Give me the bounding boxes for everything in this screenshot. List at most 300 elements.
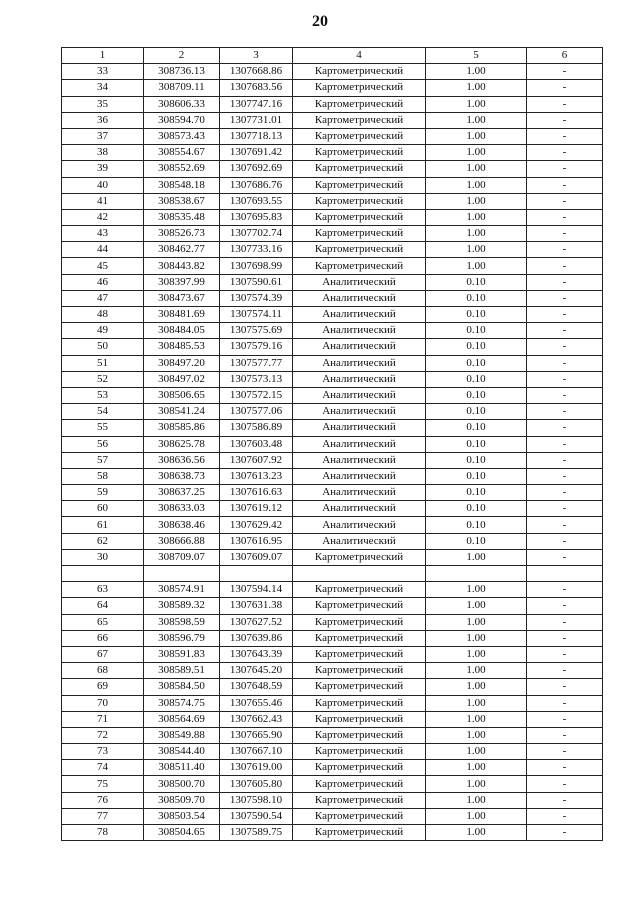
column-header: 4: [293, 48, 426, 64]
table-cell: Картометрический: [293, 242, 426, 258]
table-cell: 0.10: [426, 371, 527, 387]
table-cell: Аналитический: [293, 533, 426, 549]
table-cell: 0.10: [426, 485, 527, 501]
table-cell: 1.00: [426, 727, 527, 743]
table-cell: -: [527, 598, 603, 614]
table-cell: 1307590.54: [220, 808, 293, 824]
table-cell: 0.10: [426, 404, 527, 420]
table-cell: 1.00: [426, 177, 527, 193]
table-cell: 1.00: [426, 646, 527, 662]
table-cell: 1307609.07: [220, 549, 293, 565]
table-cell: 44: [62, 242, 144, 258]
table-cell: 34: [62, 80, 144, 96]
table-cell: -: [527, 274, 603, 290]
table-cell: 68: [62, 663, 144, 679]
table-cell: 1307698.99: [220, 258, 293, 274]
table-cell: 1307662.43: [220, 711, 293, 727]
table-cell: 308574.75: [144, 695, 220, 711]
table-row: [62, 549, 603, 565]
table-row: [62, 193, 603, 209]
table-cell: 1307574.11: [220, 307, 293, 323]
table-row: [62, 452, 603, 468]
table-cell: 0.10: [426, 290, 527, 306]
table-cell: 42: [62, 209, 144, 225]
table-row: [62, 128, 603, 144]
table-cell: 0.10: [426, 323, 527, 339]
table-cell: 308564.69: [144, 711, 220, 727]
table-cell: -: [527, 485, 603, 501]
table-cell: 1307639.86: [220, 630, 293, 646]
table-cell: -: [527, 290, 603, 306]
table-cell: 1.00: [426, 760, 527, 776]
table-cell: 1307574.39: [220, 290, 293, 306]
table-cell: -: [527, 646, 603, 662]
table-cell: 59: [62, 485, 144, 501]
table-cell: 47: [62, 290, 144, 306]
table-cell: 1.00: [426, 161, 527, 177]
table-cell: 1.00: [426, 64, 527, 80]
table-cell: 39: [62, 161, 144, 177]
table-cell: 54: [62, 404, 144, 420]
table-cell: -: [527, 468, 603, 484]
table-cell: 1307643.39: [220, 646, 293, 662]
table-cell: 308736.13: [144, 64, 220, 80]
table-cell: 52: [62, 371, 144, 387]
table-cell: Картометрический: [293, 582, 426, 598]
table-cell: 1.00: [426, 598, 527, 614]
table-cell: 1.00: [426, 549, 527, 565]
table-cell: -: [527, 695, 603, 711]
table-cell: 308548.18: [144, 177, 220, 193]
table-cell: 63: [62, 582, 144, 598]
header-row: [62, 48, 603, 64]
table-cell: [144, 566, 220, 582]
table-cell: Картометрический: [293, 776, 426, 792]
table-cell: -: [527, 226, 603, 242]
table-cell: 308500.70: [144, 776, 220, 792]
table-cell: 1.00: [426, 226, 527, 242]
table-cell: Картометрический: [293, 792, 426, 808]
table-cell: Картометрический: [293, 64, 426, 80]
table-cell: 308573.43: [144, 128, 220, 144]
table-cell: 1307691.42: [220, 145, 293, 161]
table-cell: Аналитический: [293, 517, 426, 533]
table-cell: 35: [62, 96, 144, 112]
table-row: [62, 825, 603, 841]
table-cell: 1307594.14: [220, 582, 293, 598]
table-row: [62, 404, 603, 420]
table-cell: 1307655.46: [220, 695, 293, 711]
table-cell: 1307577.77: [220, 355, 293, 371]
table-cell: 1.00: [426, 808, 527, 824]
table-cell: Картометрический: [293, 663, 426, 679]
table-cell: Аналитический: [293, 420, 426, 436]
table-cell: -: [527, 404, 603, 420]
table-cell: 308638.46: [144, 517, 220, 533]
column-header: 3: [220, 48, 293, 64]
table-cell: 1.00: [426, 744, 527, 760]
table-cell: 308506.65: [144, 387, 220, 403]
table-cell: -: [527, 387, 603, 403]
table-cell: 1307613.23: [220, 468, 293, 484]
table-cell: 66: [62, 630, 144, 646]
table-cell: -: [527, 145, 603, 161]
table-cell: -: [527, 161, 603, 177]
table-cell: 1307577.06: [220, 404, 293, 420]
table-cell: 77: [62, 808, 144, 824]
table-cell: 53: [62, 387, 144, 403]
table-row: [62, 274, 603, 290]
table-cell: -: [527, 679, 603, 695]
table-cell: 1307702.74: [220, 226, 293, 242]
table-cell: Картометрический: [293, 711, 426, 727]
table-row: [62, 663, 603, 679]
table-row: [62, 695, 603, 711]
table-cell: Аналитический: [293, 468, 426, 484]
table-cell: Картометрический: [293, 614, 426, 630]
table-cell: 0.10: [426, 452, 527, 468]
table-cell: 308633.03: [144, 501, 220, 517]
table-row: [62, 290, 603, 306]
table-row: [62, 355, 603, 371]
table-cell: -: [527, 436, 603, 452]
table-cell: 308598.59: [144, 614, 220, 630]
table-cell: 1.00: [426, 96, 527, 112]
table-cell: 308549.88: [144, 727, 220, 743]
table-header: [62, 48, 603, 64]
table-row: [62, 485, 603, 501]
table-row: [62, 177, 603, 193]
table-row: [62, 145, 603, 161]
table-cell: Картометрический: [293, 630, 426, 646]
table-cell: 308481.69: [144, 307, 220, 323]
table-cell: 1307607.92: [220, 452, 293, 468]
table-cell: 308511.40: [144, 760, 220, 776]
table-cell: 1307629.42: [220, 517, 293, 533]
table-cell: 64: [62, 598, 144, 614]
table-cell: -: [527, 533, 603, 549]
table-row: [62, 744, 603, 760]
table-cell: 0.10: [426, 533, 527, 549]
table-cell: 1307589.75: [220, 825, 293, 841]
table-cell: -: [527, 128, 603, 144]
table-cell: 308497.02: [144, 371, 220, 387]
table-cell: 1.00: [426, 663, 527, 679]
table-cell: -: [527, 582, 603, 598]
table-cell: 78: [62, 825, 144, 841]
table-cell: 72: [62, 727, 144, 743]
table-row: [62, 161, 603, 177]
column-header: 6: [527, 48, 603, 64]
table-cell: Картометрический: [293, 744, 426, 760]
table-cell: 1.00: [426, 776, 527, 792]
table-row: [62, 339, 603, 355]
table-cell: 308552.69: [144, 161, 220, 177]
table-cell: 1.00: [426, 711, 527, 727]
table-cell: 308666.88: [144, 533, 220, 549]
table-cell: 1307747.16: [220, 96, 293, 112]
table-cell: 1.00: [426, 679, 527, 695]
table-cell: 0.10: [426, 517, 527, 533]
table-cell: 1.00: [426, 193, 527, 209]
table-row: [62, 209, 603, 225]
table-cell: 1307603.48: [220, 436, 293, 452]
table-cell: 58: [62, 468, 144, 484]
table-cell: 1307598.10: [220, 792, 293, 808]
table-row: [62, 598, 603, 614]
table-cell: 308625.78: [144, 436, 220, 452]
table-cell: -: [527, 452, 603, 468]
table-cell: 1307586.89: [220, 420, 293, 436]
table-cell: 1.00: [426, 614, 527, 630]
table-cell: -: [527, 355, 603, 371]
table-cell: 308636.56: [144, 452, 220, 468]
table-cell: Картометрический: [293, 112, 426, 128]
table-cell: Аналитический: [293, 485, 426, 501]
table-cell: Картометрический: [293, 695, 426, 711]
table-cell: -: [527, 517, 603, 533]
table-row: [62, 96, 603, 112]
table-cell: -: [527, 420, 603, 436]
table-cell: 1.00: [426, 695, 527, 711]
table-cell: 1.00: [426, 825, 527, 841]
table-cell: 308637.25: [144, 485, 220, 501]
table-cell: Аналитический: [293, 307, 426, 323]
table-row: [62, 727, 603, 743]
table-cell: 51: [62, 355, 144, 371]
table-cell: [293, 566, 426, 582]
table-cell: Картометрический: [293, 209, 426, 225]
table-cell: 308638.73: [144, 468, 220, 484]
table-cell: 30: [62, 549, 144, 565]
table-row: [62, 226, 603, 242]
table-cell: 308497.20: [144, 355, 220, 371]
table-cell: 46: [62, 274, 144, 290]
table-row: [62, 711, 603, 727]
table-cell: 308443.82: [144, 258, 220, 274]
table-cell: 71: [62, 711, 144, 727]
table-cell: 0.10: [426, 387, 527, 403]
table-cell: 41: [62, 193, 144, 209]
table-cell: Аналитический: [293, 274, 426, 290]
table-cell: 1307686.76: [220, 177, 293, 193]
table-cell: 308709.07: [144, 549, 220, 565]
table-row: [62, 501, 603, 517]
table-cell: -: [527, 776, 603, 792]
table-row: [62, 808, 603, 824]
table-cell: 0.10: [426, 436, 527, 452]
table-cell: -: [527, 193, 603, 209]
table-cell: Картометрический: [293, 161, 426, 177]
table-cell: -: [527, 323, 603, 339]
table-cell: [62, 566, 144, 582]
table-cell: 308509.70: [144, 792, 220, 808]
table-cell: -: [527, 80, 603, 96]
table-cell: 0.10: [426, 339, 527, 355]
table-row: [62, 630, 603, 646]
table-cell: 1307627.52: [220, 614, 293, 630]
table-cell: -: [527, 501, 603, 517]
table-cell: 308397.99: [144, 274, 220, 290]
table-cell: 61: [62, 517, 144, 533]
table-cell: 308554.67: [144, 145, 220, 161]
table-cell: Картометрический: [293, 80, 426, 96]
table-cell: 50: [62, 339, 144, 355]
table-cell: 65: [62, 614, 144, 630]
table-cell: 43: [62, 226, 144, 242]
table-cell: 67: [62, 646, 144, 662]
table-cell: 308574.91: [144, 582, 220, 598]
table-cell: Аналитический: [293, 339, 426, 355]
table-cell: -: [527, 711, 603, 727]
table-cell: -: [527, 339, 603, 355]
table-row: [62, 420, 603, 436]
table-cell: Аналитический: [293, 290, 426, 306]
table-cell: 308485.53: [144, 339, 220, 355]
table-cell: 1307693.55: [220, 193, 293, 209]
table-cell: 1.00: [426, 80, 527, 96]
table-cell: 1.00: [426, 112, 527, 128]
table-cell: 1307695.83: [220, 209, 293, 225]
table-cell: 38: [62, 145, 144, 161]
table-row: [62, 468, 603, 484]
table-cell: 1.00: [426, 582, 527, 598]
table-cell: -: [527, 727, 603, 743]
coordinates-table: [61, 47, 603, 841]
table-cell: 1307631.38: [220, 598, 293, 614]
table-cell: 308594.70: [144, 112, 220, 128]
table-cell: 1307668.86: [220, 64, 293, 80]
table-cell: 1.00: [426, 128, 527, 144]
table-cell: 0.10: [426, 501, 527, 517]
table-cell: 73: [62, 744, 144, 760]
table-cell: 1.00: [426, 145, 527, 161]
table-cell: 308462.77: [144, 242, 220, 258]
table-cell: Картометрический: [293, 128, 426, 144]
table-cell: 55: [62, 420, 144, 436]
table-cell: 308538.67: [144, 193, 220, 209]
table-cell: 33: [62, 64, 144, 80]
table-cell: 308585.86: [144, 420, 220, 436]
table-cell: 1307605.80: [220, 776, 293, 792]
table-cell: 308589.32: [144, 598, 220, 614]
table-cell: 1307667.10: [220, 744, 293, 760]
table-cell: Аналитический: [293, 404, 426, 420]
table-cell: Картометрический: [293, 679, 426, 695]
table-row: [62, 436, 603, 452]
table-cell: -: [527, 630, 603, 646]
table-cell: -: [527, 64, 603, 80]
table-row: [62, 323, 603, 339]
table-cell: -: [527, 792, 603, 808]
table-row: [62, 679, 603, 695]
table-cell: 70: [62, 695, 144, 711]
table-cell: Аналитический: [293, 387, 426, 403]
table-cell: 308596.79: [144, 630, 220, 646]
table-cell: -: [527, 258, 603, 274]
table-cell: 1307573.13: [220, 371, 293, 387]
table-cell: 1.00: [426, 630, 527, 646]
table-cell: Картометрический: [293, 727, 426, 743]
table-cell: Картометрический: [293, 760, 426, 776]
table-row: [62, 533, 603, 549]
table-cell: 1307733.16: [220, 242, 293, 258]
table-cell: 1.00: [426, 209, 527, 225]
table-row: [62, 792, 603, 808]
table-cell: 1307665.90: [220, 727, 293, 743]
table-cell: 308504.65: [144, 825, 220, 841]
table-row: [62, 566, 603, 582]
table-cell: Картометрический: [293, 549, 426, 565]
table-row: [62, 112, 603, 128]
table-cell: -: [527, 112, 603, 128]
table-cell: 1307731.01: [220, 112, 293, 128]
table-cell: Картометрический: [293, 145, 426, 161]
table-cell: 36: [62, 112, 144, 128]
table-row: [62, 64, 603, 80]
column-header: 1: [62, 48, 144, 64]
table-cell: 1307648.59: [220, 679, 293, 695]
table-cell: 56: [62, 436, 144, 452]
table-cell: 1307619.00: [220, 760, 293, 776]
table-cell: 60: [62, 501, 144, 517]
table-cell: 49: [62, 323, 144, 339]
table-cell: -: [527, 663, 603, 679]
table-cell: Аналитический: [293, 323, 426, 339]
table-row: [62, 258, 603, 274]
table-cell: [527, 566, 603, 582]
table-cell: -: [527, 760, 603, 776]
table-cell: 62: [62, 533, 144, 549]
table-cell: 1307616.95: [220, 533, 293, 549]
table-cell: -: [527, 614, 603, 630]
table-cell: 0.10: [426, 420, 527, 436]
table-cell: -: [527, 808, 603, 824]
table-cell: 37: [62, 128, 144, 144]
table-cell: 74: [62, 760, 144, 776]
table-cell: Картометрический: [293, 825, 426, 841]
table-cell: 1307590.61: [220, 274, 293, 290]
table-row: [62, 371, 603, 387]
table-cell: 308484.05: [144, 323, 220, 339]
table-cell: 1307575.69: [220, 323, 293, 339]
table-cell: Картометрический: [293, 193, 426, 209]
table-cell: 0.10: [426, 355, 527, 371]
table-cell: 308526.73: [144, 226, 220, 242]
table-row: [62, 646, 603, 662]
table-row: [62, 242, 603, 258]
table-cell: 48: [62, 307, 144, 323]
table-cell: 1.00: [426, 242, 527, 258]
table-cell: Картометрический: [293, 226, 426, 242]
table-cell: 40: [62, 177, 144, 193]
table-cell: 45: [62, 258, 144, 274]
table-cell: Картометрический: [293, 598, 426, 614]
table-row: [62, 80, 603, 96]
table-cell: -: [527, 371, 603, 387]
table-cell: 57: [62, 452, 144, 468]
table-cell: -: [527, 744, 603, 760]
table-row: [62, 582, 603, 598]
table-cell: Аналитический: [293, 452, 426, 468]
table-cell: 0.10: [426, 307, 527, 323]
table-cell: 76: [62, 792, 144, 808]
table-cell: 1.00: [426, 792, 527, 808]
table-cell: 0.10: [426, 468, 527, 484]
table-row: [62, 307, 603, 323]
table-cell: -: [527, 549, 603, 565]
table-cell: [220, 566, 293, 582]
